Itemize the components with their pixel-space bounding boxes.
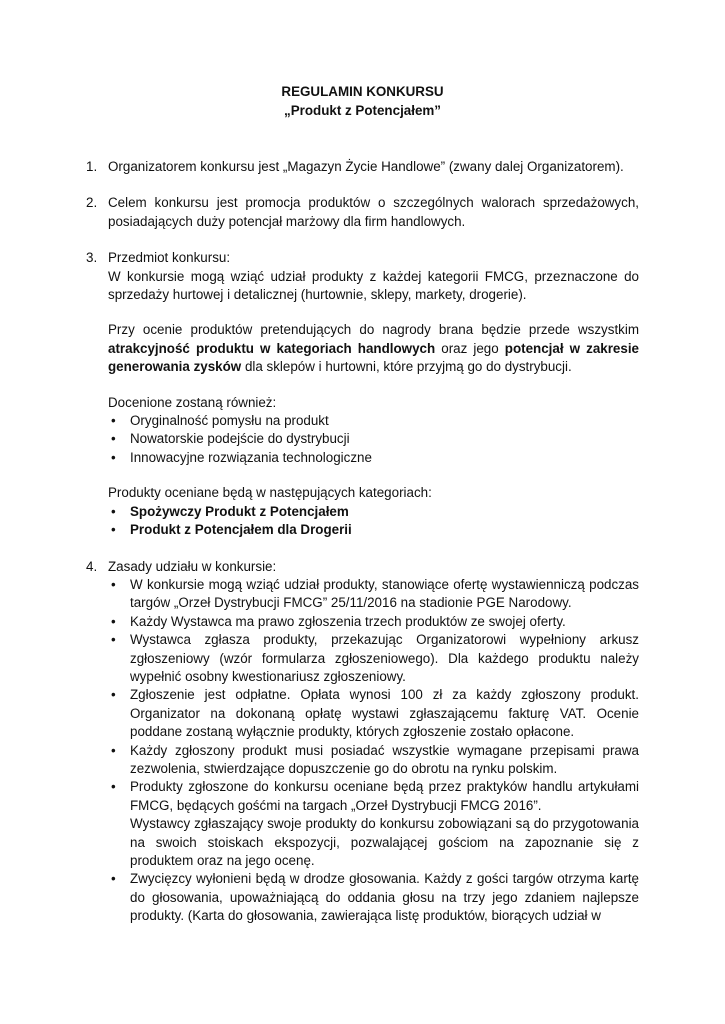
list-item: • Nowatorskie podejście do dystrybucji — [108, 430, 639, 448]
document-subtitle: „Produkt z Potencjałem” — [284, 103, 441, 118]
section-4-number: 4. — [86, 558, 98, 574]
also-appreciated-heading: Docenione zostaną również: — [108, 394, 277, 410]
categories-heading: Produkty oceniane będą w następujących kategoriach: — [108, 485, 432, 501]
list-item: • Każdy zgłoszony produkt musi posiadać wszystkie wymagane przepisami prawa zezwolenia, stwierdzające dopuszczenie go do obrotu na rynku polskim. — [111, 742, 639, 776]
document-title: REGULAMIN KONKURSU — [281, 84, 444, 99]
list-item: • Produkty zgłoszone do konkursu oceniane będą przez praktyków handlu artykułami FMCG, będących gośćmi na targach „Orzeł Dystrybucji FMCG 2016”. Wystawcy zgłaszający swoje produkty do konkursu zobowiązani są do przygotowania na swoich stoiskach ekspozycji, pozwalającej gościom na zapoznanie się z produktem oraz na jego ocenę. — [111, 779, 639, 868]
section-2-text: Celem konkursu jest promocja produktów o szczególnych walorach sprzedażowych, posiadających duży potencjał marżowy dla firm handlowych. — [108, 195, 639, 229]
bullet-icon: • — [111, 871, 116, 887]
bullet-icon: • — [111, 576, 116, 592]
title-block — [0, 82, 725, 120]
evaluation-text-1: Przy ocenie produktów pretendujących do nagrody brana będzie przede wszystkim — [108, 322, 639, 338]
list-item: • Każdy Wystawca ma prawo zgłoszenia trzech produktów ze swojej oferty. — [108, 613, 639, 631]
list-item: • W konkursie mogą wziąć udział produkty, stanowiące ofertę wystawienniczą podczas targów „Orzeł Dystrybucji FMCG” 25/11/2016 na stadionie PGE Narodowy. — [111, 576, 639, 611]
bullet-icon: • — [111, 449, 116, 465]
document-body — [86, 158, 639, 926]
bullet-icon: • — [111, 431, 116, 447]
list-item: • Zwycięzcy wyłonieni będą w drodze głosowania. Każdy z gości targów otrzyma kartę do głosowania, upoważniającą do oddania głosu na trzy jego zdaniem najlepsze produkty. (Karta do głosowania, zawierająca listę produktów, biorących udział w — [111, 871, 639, 924]
bullet-icon: • — [111, 503, 116, 519]
list-item: • Oryginalność pomysłu na produkt — [108, 412, 639, 430]
bullet-icon: • — [111, 742, 116, 758]
evaluation-text-2: oraz jego — [441, 340, 499, 356]
also-appreciated-list — [108, 412, 639, 467]
section-1 — [86, 158, 639, 176]
bullet-icon: • — [111, 522, 116, 538]
section-3-evaluation — [108, 321, 639, 376]
bullet-icon: • — [111, 413, 116, 429]
rules-list — [108, 576, 639, 926]
bullet-continuation: Wystawcy zgłaszający swoje produkty do konkursu zobowiązani są do przygotowania na swoich stoiskach ekspozycji, pozwalającej gościom na zapoznanie się z produktem oraz na jego ocenę. — [130, 816, 639, 868]
section-3 — [86, 249, 639, 539]
bullet-icon: • — [111, 632, 116, 648]
section-4-heading: Zasady udziału w konkursie: — [108, 558, 277, 574]
evaluation-bold-1: atrakcyjność produktu w kategoriach handlowych — [108, 340, 436, 356]
evaluation-text-3: dla sklepów i hurtowni, które przyjmą go do dystrybucji. — [244, 359, 572, 375]
list-item: • Zgłoszenie jest odpłatne. Opłata wynosi 100 zł za każdy zgłoszony produkt. Organizator na dokonaną opłatę wystawi zgłaszającemu fakturę VAT. Ocenie poddane zostaną wyłącznie produkty, których zgłoszenie zostało opłacone. — [111, 687, 639, 740]
section-2-number: 2. — [86, 195, 98, 211]
bullet-icon: • — [111, 613, 116, 629]
list-item: • Spożywczy Produkt z Potencjałem — [108, 503, 639, 521]
bullet-icon: • — [111, 779, 116, 795]
list-item: • Innowacyjne rozwiązania technologiczne — [108, 449, 639, 467]
categories-list — [108, 503, 639, 540]
section-3-heading: Przedmiot konkursu: — [108, 250, 231, 266]
section-4 — [86, 558, 639, 926]
section-2 — [86, 194, 639, 231]
list-item: • Wystawca zgłasza produkty, przekazując Organizatorowi wypełniony arkusz zgłoszeniowy (wzór formularza zgłoszeniowego). Dla każdego produktu należy wypełnić osobny kwestionariusz zgłoszeniowy. — [111, 632, 639, 684]
section-3-intro: W konkursie mogą wziąć udział produkty z każdej kategorii FMCG, przeznaczone do sprzedaży hurtowej i detalicznej (hurtownie, sklepy, markety, drogerie). — [108, 268, 639, 303]
section-1-number: 1. — [86, 159, 98, 174]
bullet-icon: • — [111, 687, 116, 703]
section-1-text: Organizatorem konkursu jest „Magazyn Życie Handlowe” (zwany dalej Organizatorem). — [108, 159, 624, 174]
section-3-number: 3. — [86, 250, 98, 266]
evaluation-bold-2: potencjał w zakresie generowania zysków — [108, 340, 639, 375]
list-item: • Produkt z Potencjałem dla Drogerii — [108, 521, 639, 539]
